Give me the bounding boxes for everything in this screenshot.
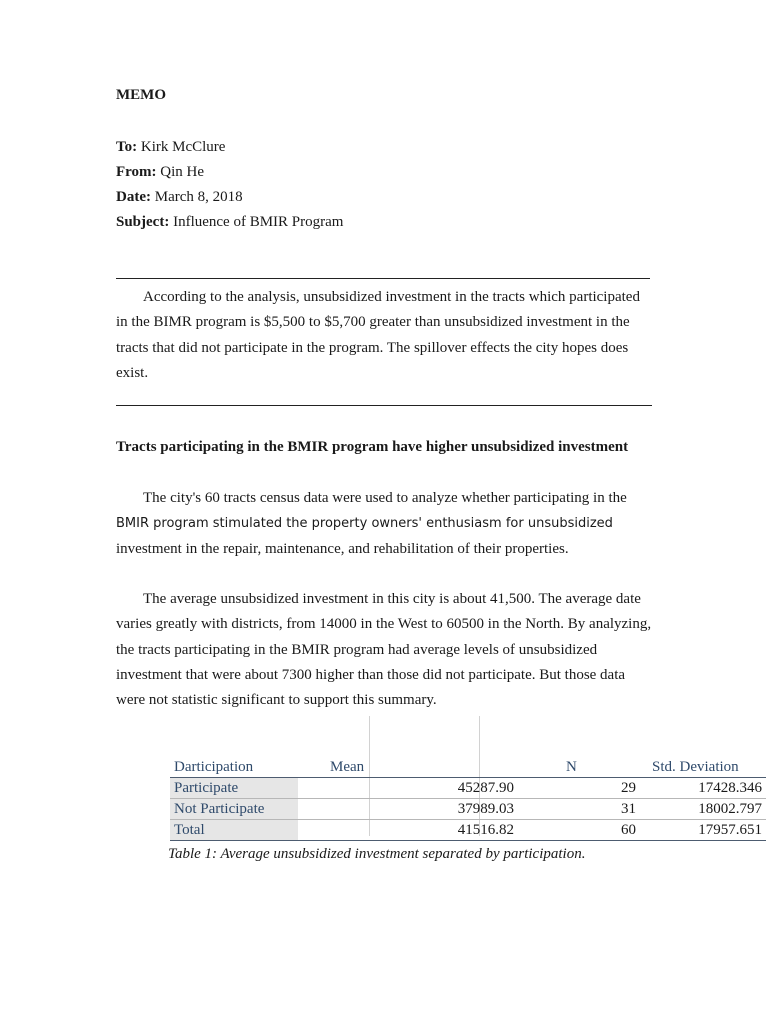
memo-to — [116, 137, 225, 157]
divider-top — [116, 278, 650, 279]
col-header-sd: Std. Deviation — [640, 757, 766, 778]
p1-line-2: BMIR program stimulated the property owners' enthusiasm for unsubsidized — [116, 516, 613, 532]
table-row — [170, 799, 766, 820]
cell-mean: 45287.90 — [298, 778, 518, 799]
cell-sd: 18002.797 — [640, 799, 766, 820]
summary-paragraph — [116, 285, 652, 386]
p1-line-3: investment in the repair, maintenance, and rehabilitation of their properties. — [116, 540, 569, 557]
cell-mean: 41516.82 — [298, 820, 518, 841]
p1-line-1: The city's 60 tracts census data were used to analyze whether participating in the — [143, 490, 627, 506]
col-header-n: N — [518, 757, 640, 778]
section-heading: Tracts participating in the BMIR program have higher unsubsidized investment — [116, 439, 629, 455]
cell-n: 31 — [518, 799, 640, 820]
cell-sd: 17428.346 — [640, 778, 766, 799]
stats-table — [170, 757, 766, 841]
col-header-participation: Darticipation — [170, 757, 298, 778]
row-label: Total — [170, 820, 298, 841]
subject-value: Influence of BMIR Program — [173, 214, 344, 230]
row-label: Not Participate — [170, 799, 298, 820]
table-caption: Table 1: Average unsubsidized investment separated by participation. — [168, 846, 586, 862]
memo-subject — [116, 212, 343, 232]
table-header-row — [170, 757, 766, 778]
p2-text: The average unsubsidized investment in this city is about 41,500. The average date varies greatly with districts, from 14000 in the West to 60500 in the North. By analyzing, the tracts participating in the BMIR program had average levels of unsubsidized investment that were about 7300 higher than those did not participate. But those data were not statistic significant to support this summary. — [116, 591, 652, 709]
summary-text: According to the analysis, unsubsidized investment in the tracts which participated in the BIMR program is $5,500 to $5,700 greater than unsubsidized investment in the tracts that did not participate in the program. The spillover effects the city hopes does exist. — [116, 289, 640, 381]
from-label: From: — [116, 164, 157, 180]
cell-n: 60 — [518, 820, 640, 841]
cell-sd: 17957.651 — [640, 820, 766, 841]
divider-bottom — [116, 405, 652, 406]
cell-n: 29 — [518, 778, 640, 799]
body-paragraph-2 — [116, 587, 652, 713]
date-value: March 8, 2018 — [154, 189, 243, 205]
memo-from — [116, 162, 204, 182]
to-value: Kirk McClure — [140, 139, 226, 155]
table-row — [170, 820, 766, 841]
col-header-mean: Mean — [298, 757, 518, 778]
from-value: Qin He — [160, 164, 205, 180]
memo-date — [116, 187, 243, 207]
date-label: Date: — [116, 189, 151, 205]
row-label: Participate — [170, 778, 298, 799]
memo-title: MEMO — [116, 87, 166, 103]
to-label: To: — [116, 139, 138, 155]
body-paragraph-1 — [116, 486, 652, 562]
cell-mean: 37989.03 — [298, 799, 518, 820]
subject-label: Subject: — [116, 214, 170, 230]
table-row — [170, 778, 766, 799]
